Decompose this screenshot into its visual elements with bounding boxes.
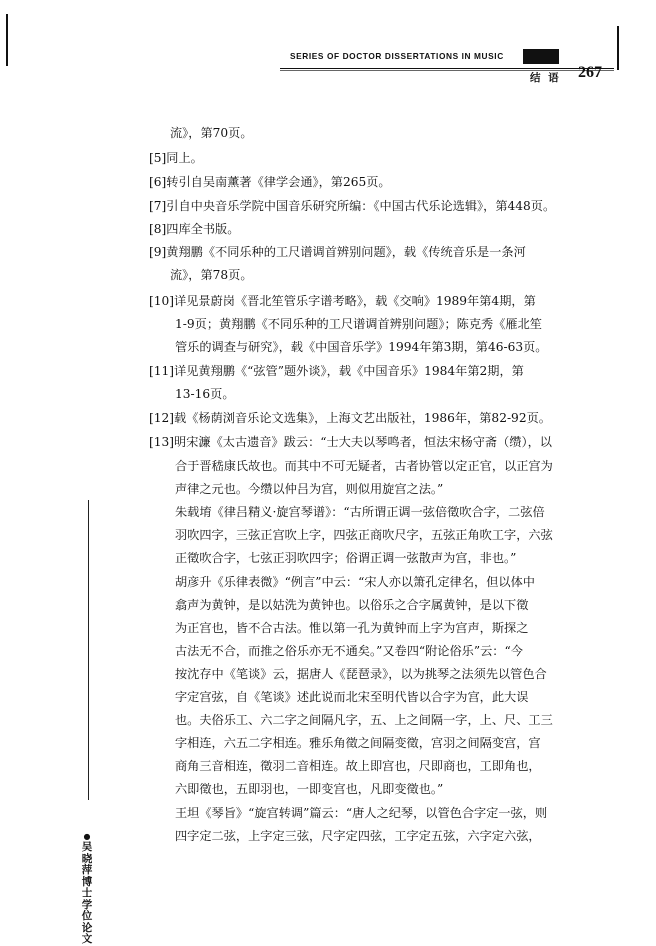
text-line: [11]详见黄翔鹏《“弦管”题外谈》，载《中国音乐》1984年第2期，第	[149, 364, 524, 378]
header-block	[523, 49, 559, 64]
side-char: 博	[81, 875, 93, 888]
text-line: 为正宫也，皆不合古法。惟以第一孔为黄钟而上字为宫声，斯探之	[175, 621, 529, 635]
side-char: 位	[81, 910, 93, 922]
crop-mark-left	[6, 14, 8, 66]
side-char: 萍	[81, 864, 93, 876]
running-header	[290, 49, 614, 67]
text-line: 字定宫弦，自《笔谈》述此说而北宋至明代皆以合字为宫，此大误	[175, 690, 529, 704]
text-line: [13]明宋濂《太古遗音》跋云：“士大夫以琴鸣者，恒法宋杨守斋（缵），以	[149, 435, 552, 449]
text-line: [7]引自中央音乐学院中国音乐研究所编：《中国古代乐论选辑》，第448页。	[149, 199, 556, 213]
text-line: 声律之元也。今缵以仲吕为宫，则似用旋宫之法。”	[175, 482, 444, 496]
text-line: 羽吹四字，三弦正宫吹上字，四弦正商吹尺字，五弦正角吹工字，六弦	[175, 528, 553, 542]
text-line: 正徵吹合字，七弦正羽吹四字；俗谓正调一弦散声为宫，非也。”	[175, 551, 517, 565]
margin-rule	[88, 500, 89, 800]
text-line: 王坦《琴旨》“旋宫转调”篇云：“唐人之纪琴，以管色合字定一弦，则	[175, 806, 548, 820]
text-line: [5]同上。	[149, 151, 203, 165]
text-line: 按沈存中《笔谈》云，据唐人《琵琶录》，以为挑琴之法须先以管色合	[175, 667, 547, 681]
text-line: [10]详见景蔚岗《晋北笙管乐字谱考略》，载《交响》1989年第4期，第	[149, 294, 536, 308]
text-line: 四字定二弦，上字定三弦，尺字定四弦，工字定五弦，六字定六弦，	[175, 829, 541, 843]
side-char: 士	[81, 887, 93, 899]
side-char: 文	[81, 933, 93, 945]
side-label	[80, 832, 94, 946]
crop-mark-right	[617, 26, 619, 70]
side-char: 论	[81, 921, 93, 934]
side-char: 晓	[81, 852, 93, 865]
text-line: 1-9页；黄翔鹏《不同乐种的工尺谱调首辨别问题》；陈克秀《雁北笙	[175, 317, 542, 331]
side-char: 学	[81, 898, 93, 911]
text-line: 字相连，六五二字相连。雅乐角徵之间隔变徵，宫羽之间隔变宫，宫	[175, 736, 541, 750]
text-line: [12]载《杨荫浏音乐论文选集》，上海文艺出版社，1986年，第82-92页。	[149, 411, 551, 425]
text-line: 胡彦升《乐律表微》“例言”中云：“宋人亦以箫孔定律名，但以体中	[175, 575, 535, 589]
side-marker: ●	[83, 832, 91, 841]
text-line: 也。夫俗乐工、六二字之间隔凡字，五、上之间隔一字，上、尺、工三	[175, 713, 553, 727]
text-line: 13-16页。	[175, 387, 235, 401]
text-line: 朱载堉《律吕精义·旋宫琴谱》：“古所谓正调一弦倍徵吹合字，二弦倍	[175, 505, 545, 519]
text-line: 流》，第78页。	[170, 268, 253, 282]
text-line: [8]四库全书版。	[149, 222, 240, 236]
text-line: 流》，第70页。	[170, 126, 253, 140]
text-line: [9]黄翔鹏《不同乐种的工尺谱调首辨别问题》，载《传统音乐是一条河	[149, 245, 526, 259]
text-line: 管乐的调查与研究》，载《中国音乐学》1994年第3期，第46-63页。	[175, 340, 548, 354]
header-rule-thin	[280, 70, 614, 71]
side-char: 吴	[81, 841, 93, 853]
page-number: 267	[578, 64, 602, 81]
text-line: 古法无不合，而推之俗乐亦无不通矣。”又卷四“附论俗乐”云：“今	[175, 644, 523, 658]
chapter-title: 结 语	[530, 72, 561, 84]
text-line: 合于晋嵇康氏故也。而其中不可无疑者，古者协管以定正官，以正宫为	[175, 459, 553, 473]
header-rule	[280, 68, 614, 69]
text-line: 翕声为黄钟，是以姑洗为黄钟也。以俗乐之合字属黄钟，是以下徵	[175, 598, 529, 612]
text-line: 六即徵也，五即羽也，一即变宫也，凡即变徵也。”	[175, 782, 444, 796]
series-title: SERIES OF DOCTOR DISSERTATIONS IN MUSIC	[290, 51, 504, 61]
text-line: 商角三音相连，徵羽二音相连。故上即宫也，尺即商也，工即角也，	[175, 759, 541, 773]
text-line: [6]转引自吴南薰著《律学会通》，第265页。	[149, 175, 391, 189]
